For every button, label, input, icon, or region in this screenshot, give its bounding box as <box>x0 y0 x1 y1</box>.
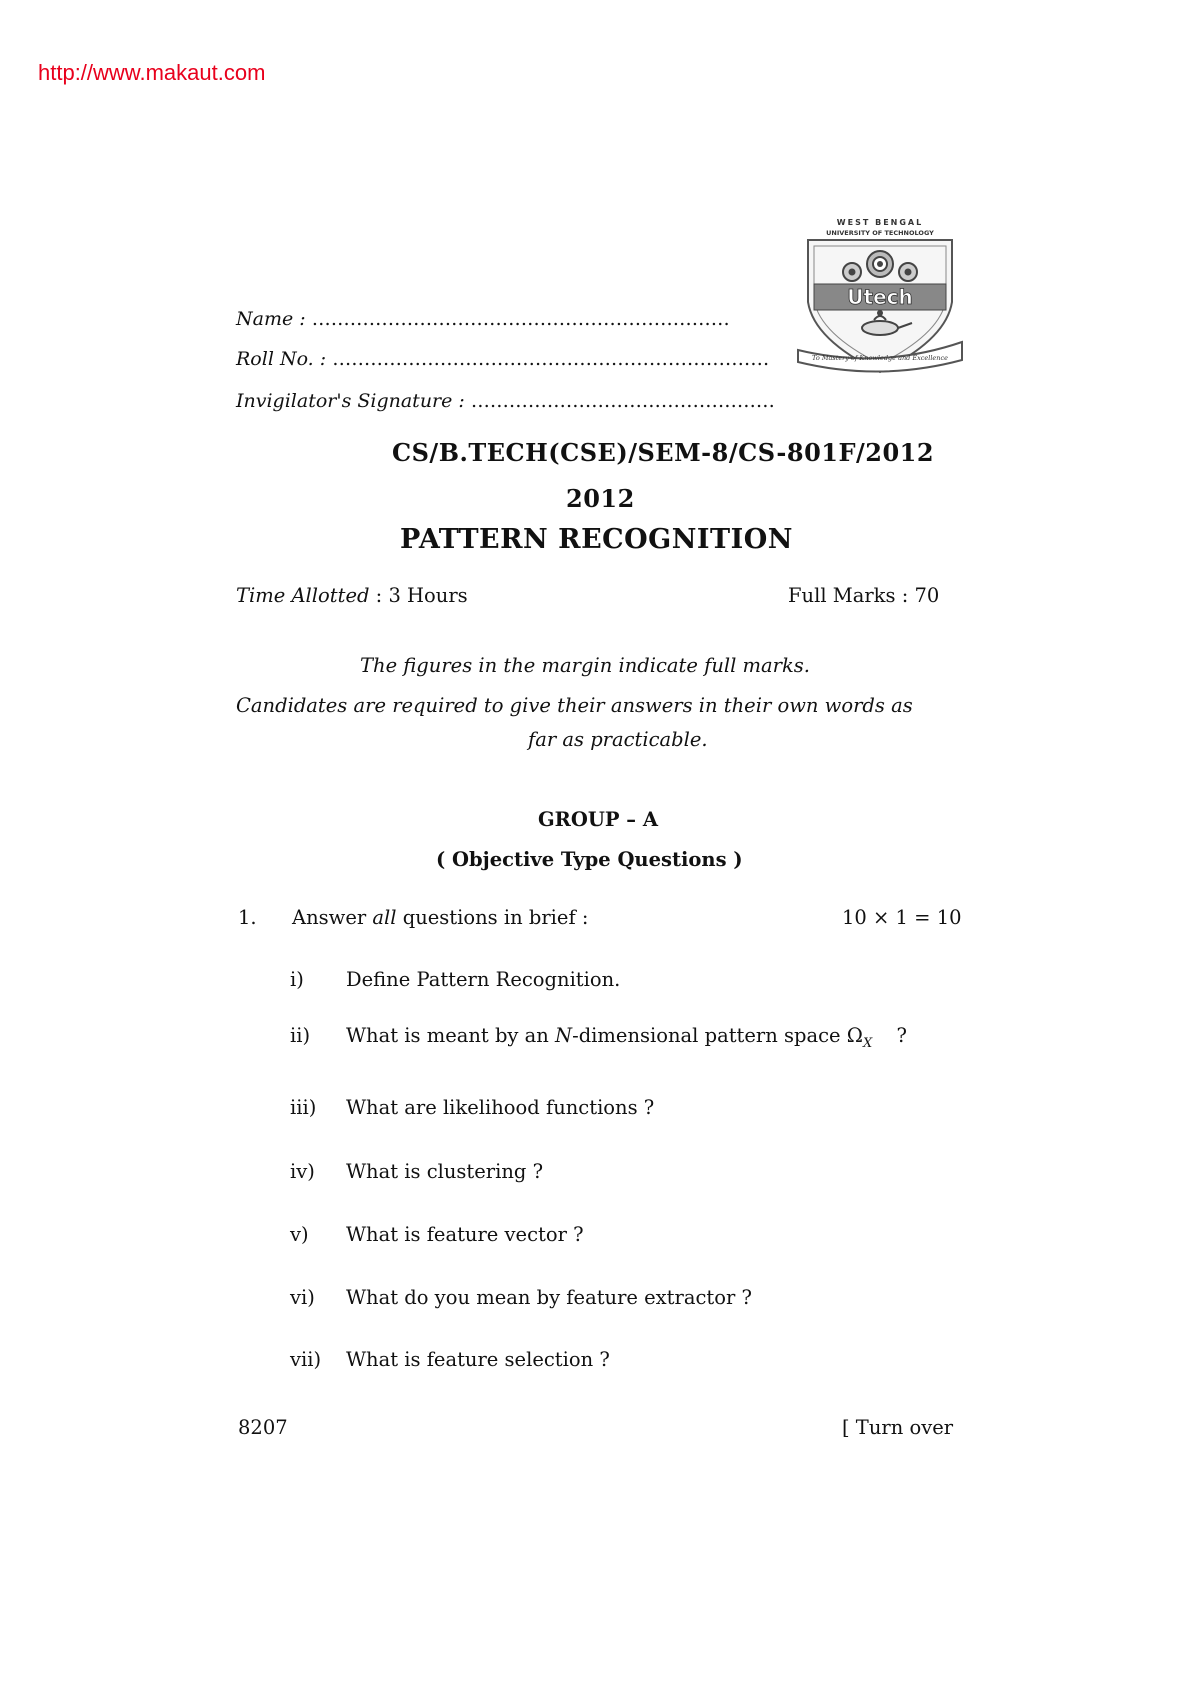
exam-code: CS/B.TECH(CSE)/SEM-8/CS-801F/2012 <box>392 438 935 467</box>
item-text: Define Pattern Recognition. <box>346 968 621 991</box>
item-label: iv) <box>290 1160 315 1183</box>
question-text-em: all <box>372 906 397 929</box>
item-text-before: What is meant by an <box>346 1024 556 1047</box>
university-logo <box>796 212 964 380</box>
logo-brand: Utech <box>847 285 913 309</box>
item-text-end: ? <box>896 1024 907 1047</box>
invigilator-dots: ………………………………………… <box>470 390 775 412</box>
question-text-after: questions in brief : <box>396 906 589 929</box>
logo-sub-text: UNIVERSITY OF TECHNOLOGY <box>826 229 934 237</box>
roll-field <box>236 348 769 370</box>
item-text: What is feature vector ? <box>346 1223 584 1246</box>
omega-symbol <box>846 1024 873 1051</box>
exam-subject: PATTERN RECOGNITION <box>400 524 793 555</box>
omega-subscript: X <box>862 1035 873 1051</box>
logo-ribbon-text: To Mastery of Knowledge and Excellence <box>812 354 948 362</box>
item-label: vi) <box>290 1286 315 1309</box>
invigilator-field <box>236 390 775 412</box>
roll-dots: …………………………………………………………… <box>332 348 770 370</box>
group-subtitle: ( Objective Type Questions ) <box>436 848 743 871</box>
item-label: v) <box>290 1223 309 1246</box>
name-label: Name : <box>236 308 306 330</box>
question-text-before: Answer <box>292 906 373 929</box>
source-url: http://www.makaut.com <box>38 60 266 85</box>
time-label: Time Allotted <box>236 584 370 607</box>
item-text <box>346 1024 907 1051</box>
full-marks: Full Marks : 70 <box>788 584 940 607</box>
omega-letter: Ω <box>846 1024 863 1047</box>
name-field <box>236 308 730 330</box>
turn-over: [ Turn over <box>842 1416 954 1439</box>
name-dots: ………………………………………………………… <box>311 308 730 330</box>
time-value: : 3 Hours <box>375 584 468 607</box>
item-label: iii) <box>290 1096 317 1119</box>
group-title: GROUP – A <box>538 808 658 831</box>
item-text: What are likelihood functions ? <box>346 1096 655 1119</box>
roll-label: Roll No. : <box>236 348 327 370</box>
question-number: 1. <box>238 906 257 929</box>
instruction-line-2: Candidates are required to give their answers in their own words as <box>236 694 913 717</box>
item-label: i) <box>290 968 304 991</box>
item-label: vii) <box>290 1348 322 1371</box>
item-text-after: -dimensional pattern space <box>572 1024 841 1047</box>
logo-top-text: WEST BENGAL <box>836 218 924 227</box>
item-text-em: N <box>555 1024 573 1047</box>
item-text: What is feature selection ? <box>346 1348 610 1371</box>
question-text <box>292 906 588 929</box>
item-label: ii) <box>290 1024 311 1047</box>
instruction-line-1: The figures in the margin indicate full marks. <box>360 654 811 677</box>
exam-year: 2012 <box>566 484 635 513</box>
invigilator-label: Invigilator's Signature : <box>236 390 465 412</box>
paper-code: 8207 <box>238 1416 288 1439</box>
item-text: What is clustering ? <box>346 1160 544 1183</box>
item-text: What do you mean by feature extractor ? <box>346 1286 752 1309</box>
question-marks: 10 × 1 = 10 <box>842 906 962 929</box>
time-allotted <box>236 584 468 607</box>
instruction-line-3: far as practicable. <box>528 728 708 751</box>
